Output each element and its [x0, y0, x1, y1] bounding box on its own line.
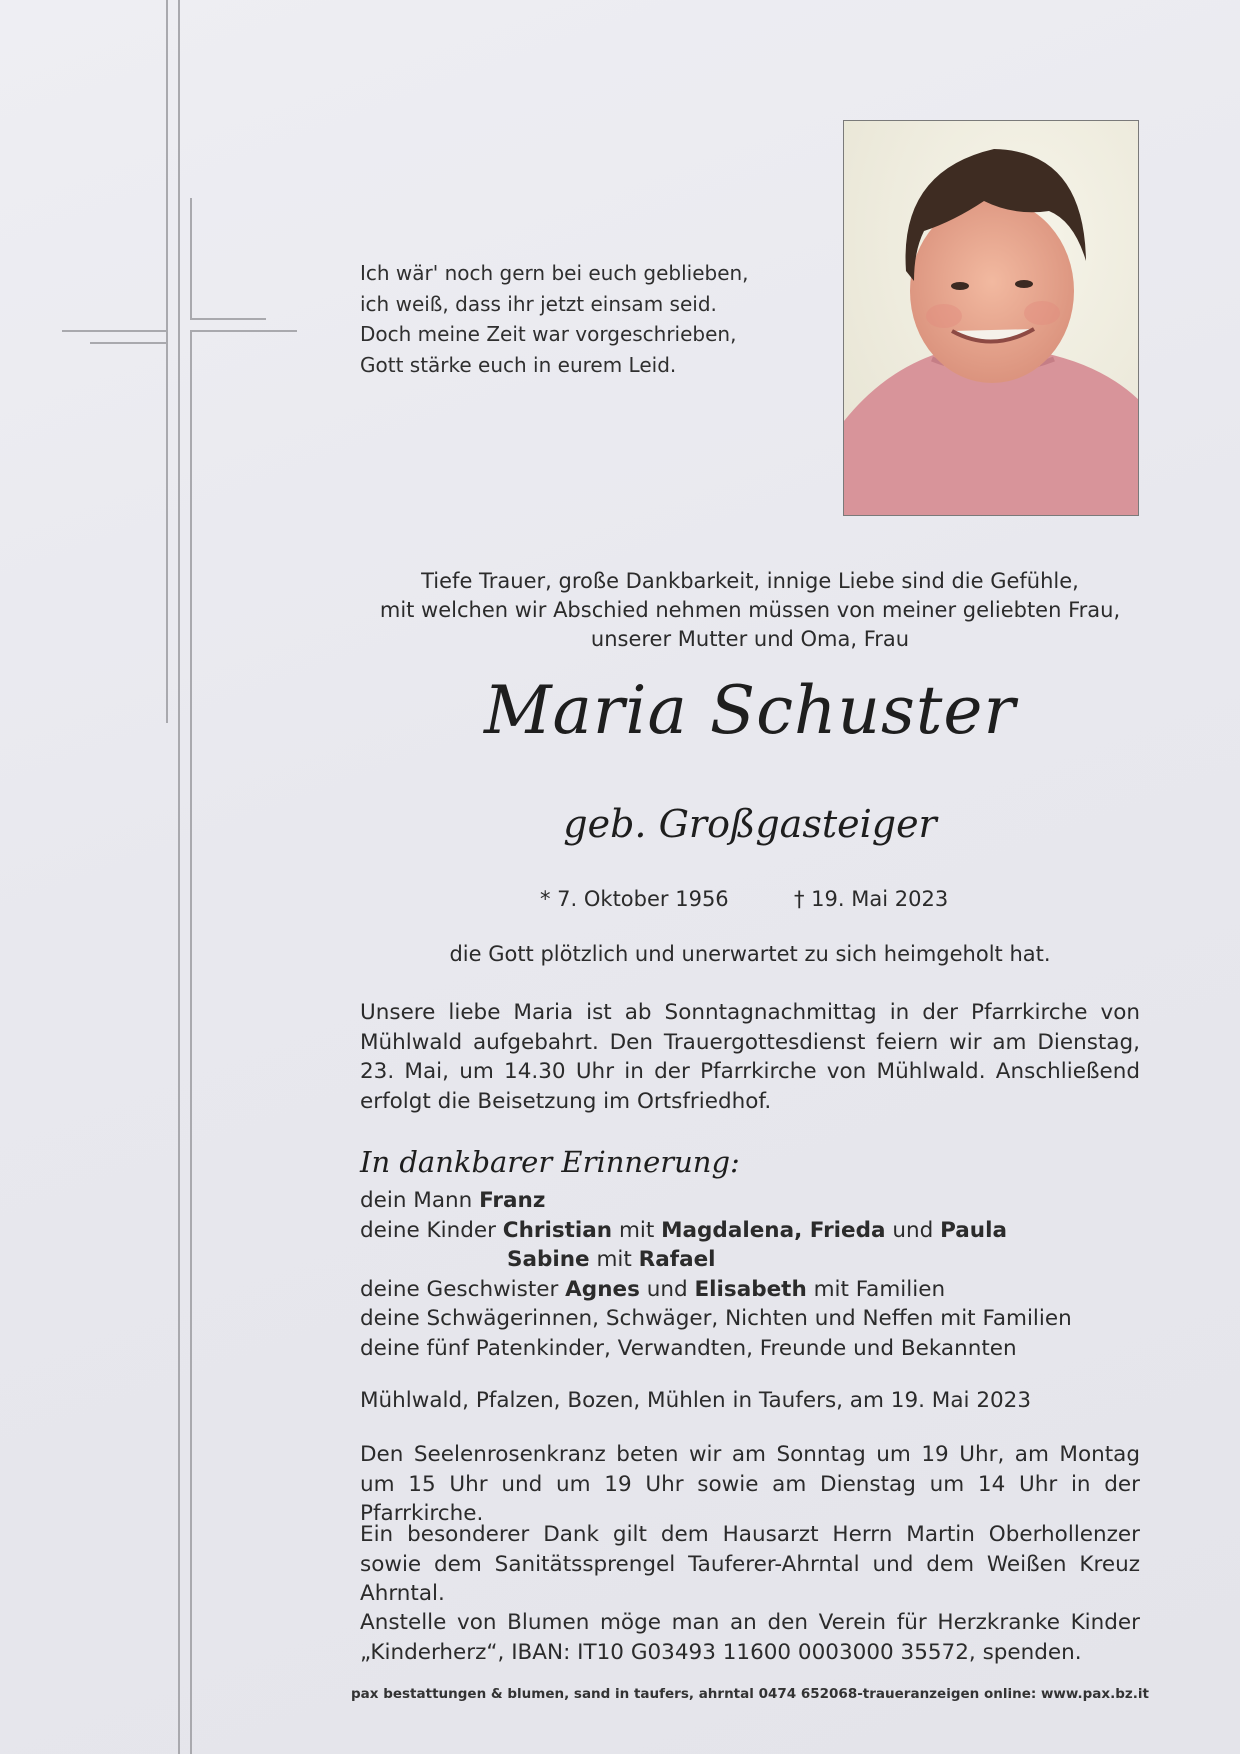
family-list: [360, 1186, 1160, 1363]
poem-line: Ich wär' noch gern bei euch geblieben,: [360, 261, 749, 285]
intro-line: mit welchen wir Abschied nehmen müssen von meiner geliebten Frau,: [379, 598, 1121, 622]
family-name: Rafael: [638, 1247, 716, 1272]
maiden-name: geb. Großgasteiger: [563, 802, 937, 846]
poem: [360, 258, 780, 380]
life-dates: [540, 887, 1020, 911]
family-name: Elisabeth: [694, 1276, 807, 1302]
portrait-photo: [843, 120, 1139, 516]
family-row: [360, 1275, 1160, 1305]
place-date: Mühlwald, Pfalzen, Bozen, Mühlen in Taufers, am 19. Mai 2023: [360, 1388, 1032, 1413]
birth-date: * 7. Oktober 1956: [540, 887, 729, 911]
poem-line: ich weiß, dass ihr jetzt einsam seid.: [360, 291, 717, 316]
family-name: Magdalena, Frieda: [661, 1217, 886, 1243]
family-row: [360, 1186, 1160, 1216]
family-text: mit: [612, 1217, 662, 1243]
family-name: Paula: [940, 1217, 1007, 1243]
family-row: [360, 1216, 1160, 1246]
family-row: deine Schwägerinnen, Schwäger, Nichten und Neffen mit Familien: [360, 1306, 1072, 1331]
death-date: † 19. Mai 2023: [794, 887, 949, 911]
deceased-name: Maria Schuster: [483, 672, 1017, 749]
intro-text: [340, 567, 1160, 654]
family-name: Agnes: [565, 1276, 640, 1302]
taken-text: die Gott plötzlich und unerwartet zu sich heimgeholt hat.: [449, 942, 1051, 966]
rosary-text: Den Seelenrosenkranz beten wir am Sonntag um 19 Uhr, am Montag um 15 Uhr und um 19 Uhr sowie am Dienstag um 14 Uhr in der Pfarrkirche.: [360, 1442, 1140, 1526]
intro-line: unserer Mutter und Oma, Frau: [590, 627, 910, 651]
poem-line: Doch meine Zeit war vorgeschrieben,: [360, 322, 737, 346]
family-name: Franz: [479, 1188, 546, 1213]
family-name: Christian: [502, 1217, 613, 1243]
poem-line: Gott stärke euch in eurem Leid.: [360, 352, 677, 377]
family-row: deine fünf Patenkinder, Verwandten, Freunde und Bekannten: [360, 1335, 1017, 1361]
donation-text: Anstelle von Blumen möge man an den Verein für Herzkranke Kinder „Kinderherz“, IBAN: IT10 G03493 11600 0003000 35572, spenden.: [360, 1610, 1140, 1665]
family-text: dein Mann: [360, 1188, 480, 1213]
family-text: mit Familien: [806, 1276, 946, 1302]
thanks-text: Ein besonderer Dank gilt dem Hausarzt Herrn Martin Oberhollenzer sowie dem Sanitätssprengel Tauferer-Ahrntal und dem Weißen Kreuz Ahrntal.: [360, 1522, 1140, 1606]
family-text: und: [885, 1217, 941, 1243]
family-text: deine Kinder: [360, 1217, 503, 1243]
family-text: und: [639, 1276, 695, 1302]
family-name: Sabine: [507, 1247, 590, 1272]
family-text: deine Geschwister: [360, 1276, 566, 1302]
memory-heading: In dankbarer Erinnerung:: [360, 1145, 740, 1179]
intro-line: Tiefe Trauer, große Dankbarkeit, innige Liebe sind die Gefühle,: [421, 569, 1079, 593]
funeral-text: Unsere liebe Maria ist ab Sonntagnachmittag in der Pfarrkirche von Mühlwald aufgebahrt. Den Trauergottesdienst feiern wir am Dienstag, 23. Mai, um 14.30 Uhr in der Pfarrkirche von Mühlwald. Anschließend erfolgt die Beisetzung im Ortsfriedhof.: [360, 1000, 1140, 1114]
family-row: [360, 1245, 1160, 1275]
footer-credit: pax bestattungen & blumen, sand in taufers, ahrntal 0474 652068-traueranzeigen online: www.pax.bz.it: [351, 1686, 1149, 1702]
family-text: mit: [589, 1247, 639, 1272]
